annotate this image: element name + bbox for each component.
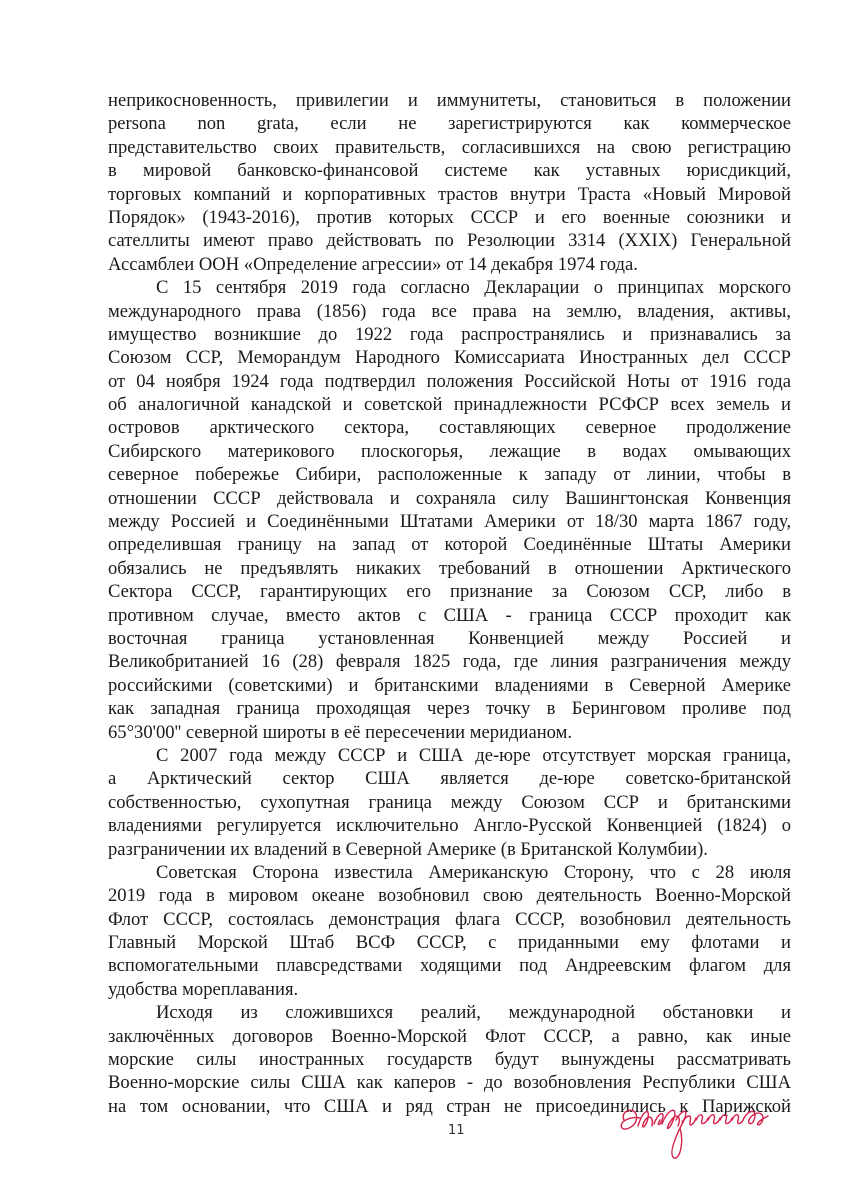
text-line: сателлиты имеют право действовать по Резолюции 3314 (XXIX) Генеральной [108, 230, 791, 252]
text-line: Сибирского материкового плоскогорья, лежащие в водах омывающих [108, 440, 791, 462]
text-line: 2019 года в мировом океане возобновил свою деятельность Военно-Морской [108, 885, 791, 907]
text-line: отношении СССР действовала и сохраняла силу Вашингтонская Конвенция [108, 487, 791, 509]
text-line: торговых компаний и корпоративных трастов внутри Траста «Новый Мировой [108, 183, 791, 205]
text-line: определившая границу на запад от которой Соединённые Штаты Америки [108, 534, 791, 556]
text-line: международного права (1856) года все права на землю, владения, активы, [108, 300, 791, 322]
text-line: восточная граница установленная Конвенцией между Россией и [108, 627, 791, 649]
text-line: обязались не предъявлять никаких требований в отношении Арктического [108, 557, 791, 579]
document-body [108, 89, 791, 1118]
text-line: а Арктический сектор США является де-юре советско-британской [108, 768, 791, 790]
text-line: persona non grata, если не зарегистрируются как коммерческое [108, 113, 791, 135]
text-line: островов арктического сектора, составляющих северное продолжение [108, 417, 791, 439]
text-line: об аналогичной канадской и советской принадлежности РСФСР всех земель и [108, 394, 791, 416]
text-line: С 2007 года между СССР и США де-юре отсутствует морская граница, [156, 744, 791, 766]
text-line: владениями регулируется исключительно Англо-Русской Конвенцией (1824) о [108, 815, 791, 837]
text-line: противном случае, вместо актов с США - граница СССР проходит как [108, 604, 791, 626]
paragraph [108, 276, 791, 744]
paragraph [108, 1001, 791, 1118]
text-line: собственностью, сухопутная граница между Союзом ССР и британскими [108, 791, 791, 813]
text-line: Союзом ССР, Меморандум Народного Комиссариата Иностранных дел СССР [108, 347, 791, 369]
text-line: Порядок» (1943-2016), против которых СССР и его военные союзники и [108, 206, 791, 228]
paragraph [108, 89, 791, 276]
text-line: на том основании, что США и ряд стран не присоединились к Парижской [108, 1095, 791, 1117]
text-line: северное побережье Сибири, расположенные к западу от линии, чтобы в [108, 464, 791, 486]
text-line: 65°30'00'' северной широты в её пересечении меридианом. [108, 721, 573, 743]
text-line: морские силы иностранных государств будут вынуждены рассматривать [108, 1049, 791, 1071]
text-line: С 15 сентября 2019 года согласно Декларации о принципах морского [156, 277, 791, 299]
text-line: российскими (советскими) и британскими владениями в Северной Америке [108, 674, 791, 696]
text-line: разграничении их владений в Северной Америке (в Британской Колумбии). [108, 838, 708, 860]
text-line: Исходя из сложившихся реалий, международной обстановки и [156, 1002, 791, 1024]
text-line: удобства мореплавания. [108, 978, 299, 1000]
signature-icon [618, 1102, 773, 1162]
text-line: от 04 ноября 1924 года подтвердил положения Российской Ноты от 1916 года [108, 370, 791, 392]
text-line: Военно-морские силы США как каперов - до возобновления Республики США [108, 1072, 791, 1094]
text-line: Советская Сторона известила Американскую Сторону, что с 28 июля [156, 861, 791, 883]
text-line: в мировой банковско-финансовой системе как уставных юрисдикций, [108, 160, 791, 182]
text-line: представительство своих правительств, согласившихся на свою регистрацию [108, 136, 791, 158]
page-number: 11 [448, 1123, 465, 1138]
paragraph [108, 861, 791, 1001]
text-line: Сектора СССР, гарантирующих его признание за Союзом ССР, либо в [108, 581, 791, 603]
text-line: вспомогательными плавсредствами ходящими под Андреевским флагом для [108, 955, 791, 977]
text-line: имущество возникшие до 1922 года распространялись и признавались за [108, 323, 791, 345]
text-line: между Россией и Соединёнными Штатами Америки от 18/30 марта 1867 году, [108, 511, 791, 533]
text-line: Флот СССР, состоялась демонстрация флага СССР, возобновил деятельность [108, 908, 791, 930]
text-line: как западная граница проходящая через точку в Беринговом проливе под [108, 698, 791, 720]
text-line: неприкосновенность, привилегии и иммунитеты, становиться в положении [108, 90, 791, 111]
text-line: заключённых договоров Военно-Морской Флот СССР, а равно, как иные [108, 1025, 791, 1047]
text-line: Ассамблеи ООН «Определение агрессии» от 14 декабря 1974 года. [108, 253, 638, 275]
text-line: Главный Морской Штаб ВСФ СССР, с приданными ему флотами и [108, 932, 791, 954]
text-line: Великобританией 16 (28) февраля 1825 года, где линия разграничения между [108, 651, 791, 673]
paragraph [108, 744, 791, 861]
